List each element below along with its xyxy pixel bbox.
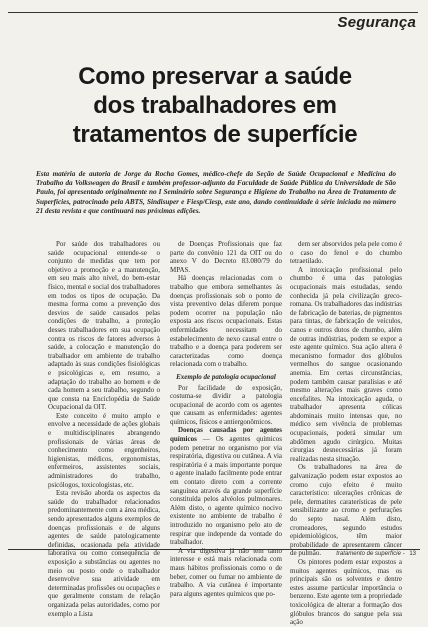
subheading: Exemplo de patologia ocupacional [176, 372, 276, 381]
paragraph: Este conceito é muito amplo e envolve a necessidade de ações globais e multidisciplinares abrangendo profissionais de várias áreas de conhecimento como engenheiros, higienistas, médicos, ergonomistas, enfermeiros, assistentes sociais, administradores do trabalho, psicólogos, toxicologistas, etc. [48, 411, 160, 489]
paragraph: A via digestiva já não tem tanto interesse e está mais relacionada com maus hábitos profissionais como o de beber, comer ou fumar no ambiente de trabalho. A via cutânea é importante para alguns agentes químicos que po- [170, 546, 282, 598]
paragraph: de Doenças Profissionais que faz parte do convênio 121 da OIT ou do anexo V do Decreto 83.080/79 do MPAS. [170, 240, 282, 274]
run-in-heading: Doenças causadas por agentes químicos [170, 426, 282, 444]
page-number: 13 [409, 551, 416, 557]
section-label: Segurança [337, 14, 416, 31]
title-line-3: tratamentos de superfície [72, 121, 358, 148]
paragraph: A intoxicação profissional pelo chumbo é uma das patologias ocupacionais mais estudadas, sendo conhecida já pela civilização greco-romana. Os trabalhadores das indústrias de fabricação de baterias, de pigmentos para tintas, de fabricação de veículos, canos e outros dutos de chumbo, além de outras indústrias, podem se expor a este agente químico. Sua ação altera é mecanismo formador dos glóbulos vermelhos do sangue ocasionando anemia. Em certas circunstâncias, podem também causar paralisias e até mesmo alterações mais graves como encefalites. Na intoxicação aguda, o trabalhador apresenta cólicas abdominais muito intensas que, no médico sem vivência de problemas ocupacionais, poderá simular um abdômen agudo cirúrgico. Muitas cirurgias desnecessárias já foram realizadas nesta situação. [290, 265, 402, 463]
paragraph: Os trabalhadores na área de galvanização podem estar expostos ao cromo cujo efeito é muito característico: ulcerações crônicas de pele, dermatites caraterísticas de pele sensibilizante ao cromo e perfurações do septo nasal. Além disto, cromeadores, segundo estudos epidemiológicos, têm maior probabilidade de apresentarem câncer de pulmão. [290, 463, 402, 558]
paragraph: Por saúde dos trabalhadores ou saúde ocupacional entende-se o conjunto de medidas que tem por objetivo a promoção e a manutenção, em seu mais alto nível, do bem-estar físico, mental e social dos trabalhadores em todos os tipos de ocupação. Da mesma forma como a prevenção dos desvios de saúde causados pelas condições de trabalho, a proteção desses trabalhadores em sua ocupação contra os riscos de fatores adversos à saúde, a colocação e manutenção do trabalhador em ambiente de trabalho adaptado às suas condições fisiológicas e psicológicas e, em resumo, a adaptação do trabalho ao homem e de cada homem a seu trabalho, segundo o que consta na Enciclopédia de Saúde Ocupacional da OIT. [48, 240, 160, 412]
paragraph: dem ser absorvidos pela pele como é o caso do fenol e do chumbo tetraetilado. [290, 240, 402, 266]
text-column-2 [170, 240, 282, 598]
paragraph: Os pintores podem estar expostos a muitos agentes químicos, mas os principais são os solventes e dentre estes assume particular importância o benzeno. Este agente tem a propriedade toxicológica de alterar a formação dos glóbulos brancos do sangue pela sua ação [290, 557, 402, 627]
paragraph: Por facilidade de exposição, costuma-se dividir a patologia ocupacional de acordo com os agentes que causam as enfermidades: agentes químicos, físicos e antiergonômicos. [170, 383, 282, 426]
separator: - [402, 551, 407, 557]
paragraph: Há doenças relacionadas com o trabalho que embora semelhantes às doenças profissionais sob o ponto de vista preventivo delas diferem porque podem ocorrer na população não exposta aos riscos ocupacionais. Estas enfermidades necessitam do estabelecimento de nexo causal entre o trabalho e a doença para poderem ser caracterizadas como doença relacionada com o trabalho. [170, 274, 282, 369]
article-title [40, 62, 390, 149]
title-line-2: dos trabalhadores em [93, 92, 337, 119]
paragraph: Esta revisão aborda os aspectos da saúde do trabalhador relacionados predominantemente com a área médica, sendo apresentados alguns exemplos de doenças profissionais e de alguns agentes de saúde patologicamente definidas, ocasionada pela atividade laborativa ou como consequência de exposição a substâncias ou agentes no meio ou posto onde o trabalhador desenvolve sua atividade em determinadas profissões ou ocupações e que geralmente constam de relação organizada pelas autoridades, como por exemplo a Lista [48, 489, 160, 618]
text-column-1 [48, 240, 160, 618]
title-line-1: Como preservar a saúde [78, 63, 352, 90]
article-intro: Esta matéria de autoria de Jorge da Rocha Gomes, médico-chefe da Seção de Saúde Ocupacional e Medicina do Trabalho da Volkswagen do Brasil e também professor-adjunto da Faculdade de Saúde Pública da Universidade de São Paulo, foi apresentado originalmente no I Seminário sobre Segurança e Higiene do Trabalho na Área de Tratamento de Superfícies, patrocinado pela ABTS, Sindisuper e Fiesp/Ciesp, este ano, dando continuidade à série iniciada no número 21 desta revista e que continuará nas próximas edições. [36, 170, 396, 215]
journal-name: tratamento de superfície [336, 551, 401, 557]
paragraph-text: — Os agentes químicos podem penetrar no organismo por via respiratória, digestiva ou cutânea. A via respiratória é a mais importante porque o agente inalado facilmente pode entrar em contato direto com a corrente sanguínea através da grande superfície constituída pelos alvéolos pulmonares. Além disto, o agente químico nocivo existente no ambiente de trabalho é introduzido no organismo pelo ato de respirar que independe da vontade do trabalhador. [170, 435, 282, 547]
page-footer [336, 551, 416, 557]
paragraph [170, 426, 282, 546]
